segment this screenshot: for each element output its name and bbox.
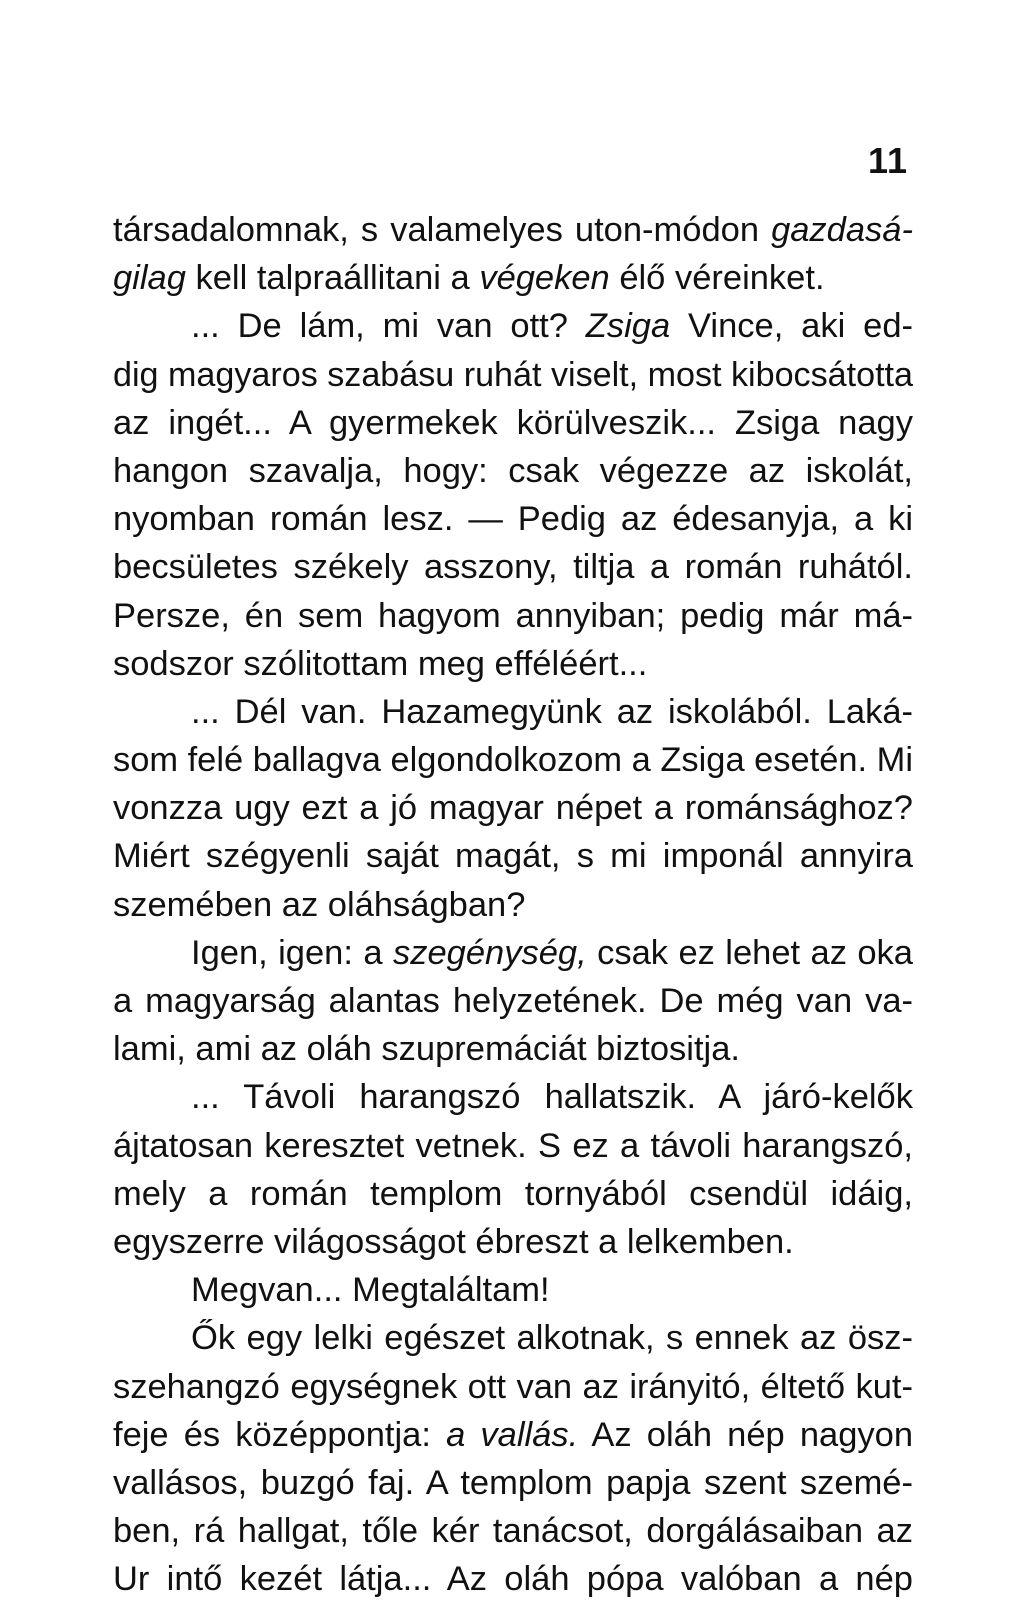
text-line — [113, 640, 913, 688]
text-line — [113, 1170, 913, 1218]
text-line — [113, 1507, 913, 1555]
text-line — [113, 206, 913, 254]
italic-text: szegénység, — [392, 933, 587, 972]
page-number: 11 — [868, 140, 909, 181]
text-segment: ájtatosan keresztet vetnek. S ez a távoli harangszó, — [113, 1126, 913, 1165]
italic-text: Zsiga — [585, 307, 671, 346]
italic-text: gilag — [113, 259, 186, 298]
text-line — [113, 736, 913, 784]
italic-text: végeken — [479, 259, 610, 298]
text-segment: a magyarság alantas helyzetének. De még van va- — [113, 982, 913, 1020]
body-text — [113, 206, 913, 1603]
text-segment: mely a román templom tornyából csendül idáig, — [113, 1174, 913, 1213]
text-line — [113, 254, 913, 302]
text-segment: társadalomnak, s valamelyes uton-módon — [113, 211, 772, 249]
text-segment: az ingét... A gyermekek körülveszik... Zsiga nagy — [113, 403, 913, 442]
text-segment: élő véreinket. — [609, 259, 825, 298]
text-line — [113, 881, 913, 929]
text-segment: Igen, igen: a — [191, 933, 393, 972]
text-segment: feje és középpontja: — [113, 1415, 447, 1454]
text-segment: Persze, én sem hagyom annyiban; pedig már má- — [113, 596, 913, 635]
text-segment: becsületes székely asszony, tiltja a román ruhától. — [113, 548, 913, 587]
text-segment: egyszerre világosságot ébreszt a lelkemben. — [113, 1222, 794, 1261]
text-line — [113, 784, 913, 832]
text-segment: nyomban román lesz. — Pedig az édesanyja, a ki — [113, 500, 913, 539]
italic-text: gazdasá- — [771, 211, 913, 249]
text-segment: vallásos, buzgó faj. A templom papja szent szemé- — [113, 1463, 913, 1502]
text-segment: szehangzó egységnek ott van az irányitó, éltető kut- — [113, 1367, 913, 1406]
text-segment: vonzza ugy ezt a jó magyar népet a románsághoz? — [113, 789, 913, 828]
text-line — [113, 1266, 913, 1314]
text-segment: Vince, aki ed- — [670, 307, 913, 346]
text-segment: Megvan... Megtaláltam! — [191, 1271, 550, 1310]
text-line — [113, 832, 913, 880]
text-line — [113, 688, 913, 736]
text-line — [113, 543, 913, 591]
text-line — [113, 495, 913, 543]
text-line — [113, 1073, 913, 1121]
text-line — [113, 1411, 913, 1459]
text-line — [113, 1122, 913, 1170]
text-segment: sodszor szólitottam meg efféléért... — [113, 644, 648, 683]
text-segment: dig magyaros szabásu ruhát viselt, most kibocsátotta — [113, 355, 913, 394]
text-line — [113, 447, 913, 495]
text-line — [113, 929, 913, 977]
text-segment: Ők egy lelki egészet alkotnak, s ennek az ösz- — [191, 1319, 913, 1358]
text-segment: ... De lám, mi van ott? — [191, 307, 586, 346]
text-segment: csak ez lehet az oka — [586, 933, 913, 972]
text-segment: Ur intő kezét látja... Az oláh pópa valóban a nép — [113, 1560, 913, 1599]
text-line — [113, 399, 913, 447]
text-segment: lami, ami az oláh szupremáciát biztositja. — [113, 1030, 740, 1069]
text-line — [113, 1314, 913, 1362]
text-line — [113, 1218, 913, 1266]
text-line — [113, 1555, 913, 1603]
text-line — [113, 351, 913, 399]
text-segment: ben, rá hallgat, tőle kér tanácsot, dorgálásaiban az — [113, 1512, 913, 1551]
text-line — [113, 1025, 913, 1073]
text-line — [113, 1363, 913, 1411]
italic-text: a vallás. — [446, 1415, 579, 1454]
text-segment: Miért szégyenli saját magát, s mi imponál annyira — [113, 837, 913, 876]
text-segment: kell talpraállitani a — [185, 259, 480, 298]
text-line — [113, 977, 913, 1025]
text-line — [113, 302, 913, 350]
text-segment: som felé ballagva elgondolkozom a Zsiga esetén. Mi — [113, 741, 913, 780]
text-line — [113, 1459, 913, 1507]
text-segment: ... Távoli harangszó hallatszik. A járó-kelők — [191, 1078, 913, 1117]
text-line — [113, 592, 913, 640]
text-segment: hangon szavalja, hogy: csak végezze az iskolát, — [113, 451, 913, 490]
text-segment: ... Dél van. Hazamegyünk az iskolából. Laká- — [191, 692, 913, 731]
text-segment: szemében az oláhságban? — [113, 885, 526, 924]
text-segment: Az oláh nép nagyon — [578, 1415, 914, 1454]
